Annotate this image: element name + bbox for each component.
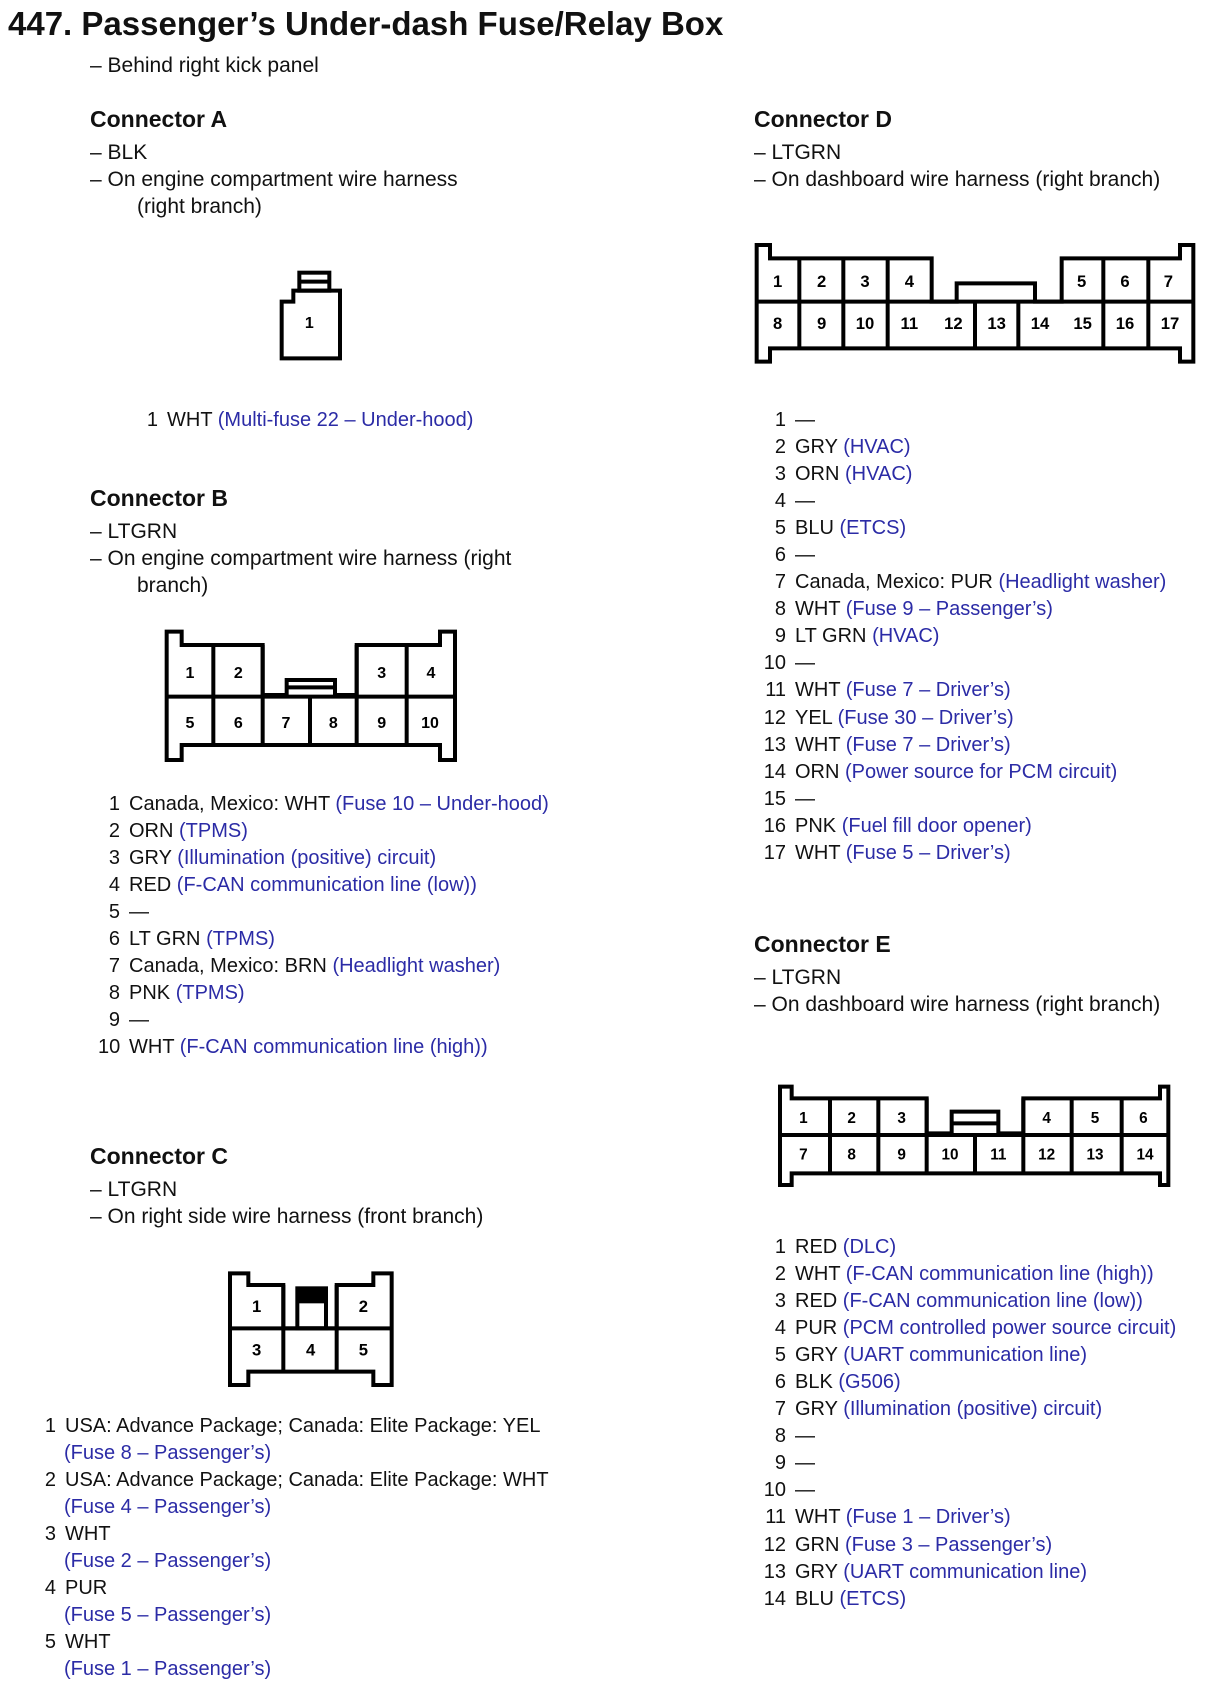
circuit-description: (PCM controlled power source circuit) — [842, 1317, 1177, 1340]
wire-color: GRY — [795, 1398, 838, 1421]
circuit-description: (Fuse 5 – Driver’s) — [845, 841, 1011, 864]
wire-color: LT GRN — [129, 928, 201, 951]
pin-number: 6 — [774, 1371, 786, 1394]
wire-color: WHT — [65, 1523, 111, 1546]
pin-list-item — [44, 1413, 549, 1467]
wire-color: — — [795, 652, 815, 675]
connector-c-info — [90, 1143, 483, 1230]
wire-color: — — [795, 787, 815, 810]
pin-number: 5 — [774, 1344, 786, 1367]
connector-a-info — [90, 106, 458, 220]
connector-c-pin-label: 5 — [358, 1340, 368, 1360]
connector-e-info — [754, 931, 1160, 1018]
pin-list-item — [760, 488, 1166, 515]
circuit-description: (Fuse 4 – Passenger’s) — [64, 1496, 272, 1519]
pin-list-item — [760, 434, 1166, 461]
pin-number: 1 — [774, 409, 786, 431]
pin-list-item — [760, 840, 1166, 867]
pin-number: 4 — [108, 874, 120, 897]
connector-b-pin-label: 8 — [328, 714, 338, 732]
pin-list-item — [760, 1342, 1176, 1369]
pin-list-item — [760, 569, 1166, 596]
pin-number: 8 — [774, 598, 786, 621]
pin-list-item — [760, 1315, 1176, 1342]
pin-list-item — [760, 705, 1166, 732]
connector-a-pin-label: 1 — [304, 314, 314, 332]
pin-number: 5 — [108, 901, 120, 924]
connector-e-pin-list — [760, 1234, 1176, 1613]
connector-a-color: – BLK — [90, 141, 148, 164]
connector-d-pin-label: 9 — [817, 313, 827, 333]
connector-e-pin-label: 13 — [1086, 1146, 1104, 1164]
connector-b-pin-label: 7 — [281, 714, 291, 732]
connector-e-pin-label: 10 — [941, 1146, 959, 1164]
connector-d-info — [754, 106, 1160, 193]
pin-list-item — [760, 515, 1166, 542]
pin-list-item — [98, 791, 549, 818]
pin-list-item — [44, 1467, 549, 1521]
connector-b-pin-label: 5 — [185, 714, 195, 732]
connector-d-pin-label: 15 — [1073, 313, 1092, 333]
connector-a-location: – On engine compartment wire harness — [90, 168, 458, 191]
pin-number: 14 — [763, 760, 786, 783]
connector-d-title: Connector D — [754, 106, 892, 132]
wire-color: — — [795, 490, 815, 513]
connector-d-location: – On dashboard wire harness (right branch) — [754, 168, 1161, 191]
circuit-description: (Headlight washer) — [998, 571, 1167, 594]
circuit-description: (F-CAN communication line (low)) — [842, 1290, 1143, 1313]
connector-c-pin-label: 2 — [358, 1297, 368, 1317]
connector-d-pin-label: 8 — [773, 313, 783, 333]
pin-list-item — [760, 813, 1166, 840]
circuit-description: (ETCS) — [839, 517, 907, 540]
wire-color: PUR — [65, 1577, 108, 1600]
connector-c-diagram — [200, 1250, 420, 1400]
connector-d-pin-label: 2 — [817, 272, 827, 292]
wire-color: RED — [795, 1236, 838, 1258]
pin-number: 9 — [774, 625, 786, 648]
pin-list-item — [98, 926, 549, 953]
pin-number: 9 — [774, 1452, 786, 1475]
pin-number: 8 — [774, 1425, 786, 1448]
pin-number: 5 — [774, 517, 786, 540]
pin-number: 4 — [774, 490, 786, 513]
connector-a-diagram — [260, 250, 380, 370]
wire-color: Canada, Mexico: PUR — [795, 571, 993, 594]
wire-color: PNK — [129, 982, 171, 1005]
pin-number: 7 — [774, 571, 786, 594]
pin-number: 12 — [763, 1533, 786, 1556]
connector-d-color: – LTGRN — [754, 141, 842, 164]
connector-d-pin-label: 3 — [860, 272, 870, 292]
circuit-description: (Fuse 3 – Passenger’s) — [845, 1533, 1053, 1556]
wire-color: LT GRN — [795, 625, 867, 648]
wire-color: RED — [129, 874, 172, 897]
connector-d-diagram — [700, 220, 1206, 380]
pin-list-item — [760, 623, 1166, 650]
connector-b-pin-list — [98, 791, 549, 1061]
circuit-description: (Power source for PCM circuit) — [845, 760, 1118, 783]
pin-number: 1 — [108, 793, 120, 815]
circuit-description: (Fuel fill door opener) — [841, 814, 1032, 837]
wire-color: WHT — [795, 1506, 841, 1529]
wire-color: GRY — [129, 847, 172, 870]
pin-list-item — [760, 1559, 1176, 1586]
pin-list-item — [760, 596, 1166, 623]
connector-d-pin-label: 5 — [1077, 272, 1087, 292]
connector-b-pin-label: 4 — [426, 664, 436, 682]
connector-d-pin-label: 7 — [1163, 272, 1173, 292]
circuit-description: (Fuse 10 – Under-hood) — [335, 793, 549, 815]
circuit-description: (Headlight washer) — [332, 955, 501, 978]
connector-e-pin-label: 4 — [1042, 1109, 1051, 1127]
pin-list-item — [98, 980, 549, 1007]
pin-number: 4 — [44, 1577, 56, 1600]
pin-number: 10 — [763, 652, 786, 675]
pin-number: 2 — [108, 820, 120, 843]
wire-color: WHT — [129, 1036, 175, 1059]
circuit-description: (Fuse 1 – Driver’s) — [845, 1506, 1011, 1529]
wire-color: — — [795, 1452, 815, 1475]
wire-color: WHT — [795, 598, 841, 621]
wire-color: GRY — [795, 1344, 838, 1367]
connector-b-pin-label: 2 — [233, 664, 243, 682]
pin-list-item — [760, 732, 1166, 759]
circuit-description: (Fuse 7 – Driver’s) — [845, 733, 1011, 756]
pin-list-item — [98, 818, 549, 845]
pin-list-item — [98, 845, 549, 872]
pin-list-item — [98, 899, 549, 926]
circuit-description: (F-CAN communication line (high)) — [845, 1263, 1154, 1286]
circuit-description: (UART communication line) — [843, 1344, 1087, 1367]
pin-list-item — [98, 1034, 549, 1061]
pin-number: 1 — [44, 1415, 56, 1437]
pin-list-item — [760, 1369, 1176, 1396]
pin-number: 10 — [98, 1036, 121, 1059]
wire-color: WHT — [167, 409, 213, 431]
pin-list-item — [760, 1288, 1176, 1315]
connector-c-location: – On right side wire harness (front branch) — [90, 1205, 484, 1228]
connector-d-pin-label: 11 — [900, 313, 919, 333]
wire-color: — — [795, 544, 815, 567]
wire-color: USA: Advance Package; Canada: Elite Package: YEL — [65, 1415, 541, 1437]
connector-b-pin-label: 9 — [377, 714, 387, 732]
connector-e-pin-label: 11 — [990, 1146, 1007, 1164]
pin-number: 12 — [763, 706, 786, 729]
pin-number: 4 — [774, 1317, 786, 1340]
connector-e-title: Connector E — [754, 931, 891, 957]
circuit-description: (Illumination (positive) circuit) — [843, 1398, 1103, 1421]
circuit-description: (G506) — [838, 1371, 901, 1394]
wire-color: ORN — [795, 760, 840, 783]
wire-color: — — [795, 1425, 815, 1448]
connector-e-pin-label: 5 — [1090, 1109, 1100, 1127]
wire-color: RED — [795, 1290, 838, 1313]
page-subtitle: – Behind right kick panel — [90, 54, 319, 77]
pin-list-item — [760, 1504, 1176, 1531]
pin-list-item — [760, 542, 1166, 569]
pin-number: 1 — [774, 1236, 786, 1258]
connector-d-pin-label: 16 — [1115, 313, 1135, 333]
pin-number: 14 — [763, 1587, 786, 1610]
circuit-description: (F-CAN communication line (low)) — [176, 874, 477, 897]
pin-number: 5 — [44, 1631, 56, 1654]
connector-e-pin-label: 14 — [1136, 1146, 1154, 1164]
pin-number: 3 — [108, 847, 120, 870]
connector-b-color: – LTGRN — [90, 520, 178, 543]
connector-b-pin-label: 1 — [185, 664, 195, 682]
connector-c-pin-label: 4 — [306, 1340, 316, 1360]
circuit-description: (F-CAN communication line (high)) — [179, 1036, 488, 1059]
connector-c-pin-label: 1 — [252, 1297, 262, 1317]
pin-number: 6 — [108, 928, 120, 951]
circuit-description: (ETCS) — [839, 1587, 907, 1610]
circuit-description: (Fuse 1 – Passenger’s) — [64, 1658, 272, 1681]
pin-number: 17 — [763, 841, 786, 864]
connector-e-pin-label: 9 — [897, 1146, 906, 1164]
pin-number: 7 — [774, 1398, 786, 1421]
connector-b-diagram — [150, 600, 480, 770]
circuit-description: (TPMS) — [175, 982, 245, 1005]
pin-number: 6 — [774, 544, 786, 567]
circuit-description: (UART communication line) — [843, 1560, 1087, 1583]
circuit-description: (HVAC) — [872, 625, 940, 648]
circuit-description: (Fuse 9 – Passenger’s) — [845, 598, 1053, 621]
connector-c-color: – LTGRN — [90, 1178, 178, 1201]
pin-list-item — [44, 1521, 549, 1575]
connector-d-pin-label: 4 — [904, 272, 914, 292]
connector-e-pin-label: 1 — [799, 1109, 808, 1127]
circuit-description: (Fuse 5 – Passenger’s) — [64, 1604, 272, 1627]
pin-list-item — [760, 1450, 1176, 1477]
connector-e-color: – LTGRN — [754, 966, 842, 989]
wire-color: Canada, Mexico: WHT — [129, 793, 330, 815]
connector-b-pin-label: 10 — [421, 714, 439, 732]
connector-a-location-cont: (right branch) — [137, 195, 262, 218]
connector-d-pin-label: 17 — [1160, 313, 1180, 333]
pin-list-item — [760, 650, 1166, 677]
pin-number: 16 — [763, 814, 786, 837]
wire-color: GRY — [795, 1560, 838, 1583]
connector-b-location-cont: branch) — [137, 574, 209, 597]
connector-d-pin-label: 12 — [944, 313, 963, 333]
circuit-description: (Fuse 8 – Passenger’s) — [64, 1442, 272, 1465]
pin-list-item — [760, 1234, 1176, 1261]
connector-e-location: – On dashboard wire harness (right branch) — [754, 993, 1161, 1016]
circuit-description: (TPMS) — [206, 928, 275, 951]
pin-list-item — [760, 677, 1166, 704]
pin-list-item — [760, 1586, 1176, 1613]
pin-list-item — [760, 1477, 1176, 1504]
wire-color: — — [795, 1479, 815, 1502]
circuit-description: (Multi-fuse 22 – Under-hood) — [217, 409, 474, 431]
connector-d-pin-label: 14 — [1030, 313, 1050, 333]
wire-color: ORN — [129, 820, 174, 843]
circuit-description: (Fuse 30 – Driver’s) — [837, 706, 1014, 729]
wire-color: WHT — [795, 733, 841, 756]
connector-e-pin-label: 6 — [1139, 1109, 1148, 1127]
connector-b-location: – On engine compartment wire harness (right — [90, 547, 512, 570]
circuit-description: (HVAC) — [845, 463, 913, 486]
connector-e-pin-label: 12 — [1038, 1146, 1056, 1164]
page-title: 447. Passenger’s Under-dash Fuse/Relay Box — [8, 5, 724, 42]
pin-list-item — [760, 407, 1166, 434]
pin-list-item — [760, 759, 1166, 786]
connector-e-pin-label: 7 — [799, 1146, 808, 1164]
circuit-description: (TPMS) — [179, 820, 248, 843]
pin-number: 9 — [108, 1009, 120, 1032]
connector-e-pin-label: 8 — [847, 1146, 856, 1164]
connector-d-pin-label: 6 — [1120, 272, 1130, 292]
connector-e-diagram — [760, 1070, 1180, 1200]
wire-color: USA: Advance Package; Canada: Elite Package: WHT — [65, 1469, 549, 1492]
pin-list-item — [44, 1575, 549, 1629]
wire-color: YEL — [795, 706, 833, 729]
pin-list-item — [98, 953, 549, 980]
circuit-description: (Fuse 7 – Driver’s) — [845, 679, 1011, 702]
pin-number: 13 — [763, 733, 786, 756]
pin-number: 1 — [146, 409, 158, 431]
wire-color: BLU — [795, 517, 834, 540]
pin-list-item — [760, 1261, 1176, 1288]
pin-number: 3 — [774, 1290, 786, 1313]
connector-b-info — [90, 485, 511, 599]
wire-color: WHT — [65, 1631, 111, 1654]
connector-b-pin-label: 6 — [233, 714, 243, 732]
connector-d-pin-label: 1 — [773, 272, 783, 292]
pin-number: 2 — [44, 1469, 56, 1492]
connector-b-pin-label: 3 — [377, 664, 387, 682]
circuit-description: (Fuse 2 – Passenger’s) — [64, 1550, 272, 1573]
pin-list-item — [760, 1396, 1176, 1423]
pin-list-item — [760, 1532, 1176, 1559]
connector-d-pin-list — [760, 407, 1166, 867]
pin-number: 13 — [763, 1560, 786, 1583]
pin-number: 2 — [774, 1263, 786, 1286]
wire-color: — — [795, 409, 815, 431]
pin-list-item — [44, 1629, 549, 1683]
connector-d-pin-label: 13 — [987, 313, 1006, 333]
wire-color: ORN — [795, 463, 840, 486]
pin-list-item — [760, 461, 1166, 488]
connector-e-pin-label: 3 — [897, 1109, 906, 1127]
wire-color: BLK — [795, 1371, 833, 1394]
pin-list-item — [98, 872, 549, 899]
pin-number: 2 — [774, 436, 786, 459]
pin-number: 10 — [763, 1479, 786, 1502]
circuit-description: (Illumination (positive) circuit) — [177, 847, 437, 870]
wire-color: WHT — [795, 1263, 841, 1286]
connector-a-pin-list — [146, 407, 473, 434]
connector-c-pin-list — [44, 1413, 549, 1683]
pin-number: 11 — [765, 1506, 786, 1529]
connector-e-pin-label: 2 — [847, 1109, 856, 1127]
wire-color: GRY — [795, 436, 838, 459]
circuit-description: (DLC) — [842, 1236, 897, 1258]
wire-color: Canada, Mexico: BRN — [129, 955, 327, 978]
wire-color: — — [129, 901, 149, 924]
pin-number: 15 — [763, 787, 786, 810]
wire-color: BLU — [795, 1587, 834, 1610]
wire-color: GRN — [795, 1533, 840, 1556]
wire-color: WHT — [795, 679, 841, 702]
pin-number: 3 — [774, 463, 786, 486]
pin-list-item — [760, 786, 1166, 813]
wire-color: PUR — [795, 1317, 838, 1340]
pin-list-item — [146, 407, 473, 434]
pin-list-item — [760, 1423, 1176, 1450]
connector-c-title: Connector C — [90, 1143, 228, 1169]
pin-number: 8 — [108, 982, 120, 1005]
wire-color: WHT — [795, 841, 841, 864]
connector-b-title: Connector B — [90, 485, 228, 511]
connector-d-pin-label: 10 — [855, 313, 875, 333]
pin-number: 3 — [44, 1523, 56, 1546]
pin-list-item — [98, 1007, 549, 1034]
wire-color: PNK — [795, 814, 837, 837]
wire-color: — — [129, 1009, 149, 1032]
pin-number: 7 — [108, 955, 120, 978]
connector-c-pin-label: 3 — [252, 1340, 262, 1360]
pin-number: 11 — [765, 679, 786, 702]
circuit-description: (HVAC) — [843, 436, 911, 459]
connector-a-title: Connector A — [90, 106, 228, 132]
